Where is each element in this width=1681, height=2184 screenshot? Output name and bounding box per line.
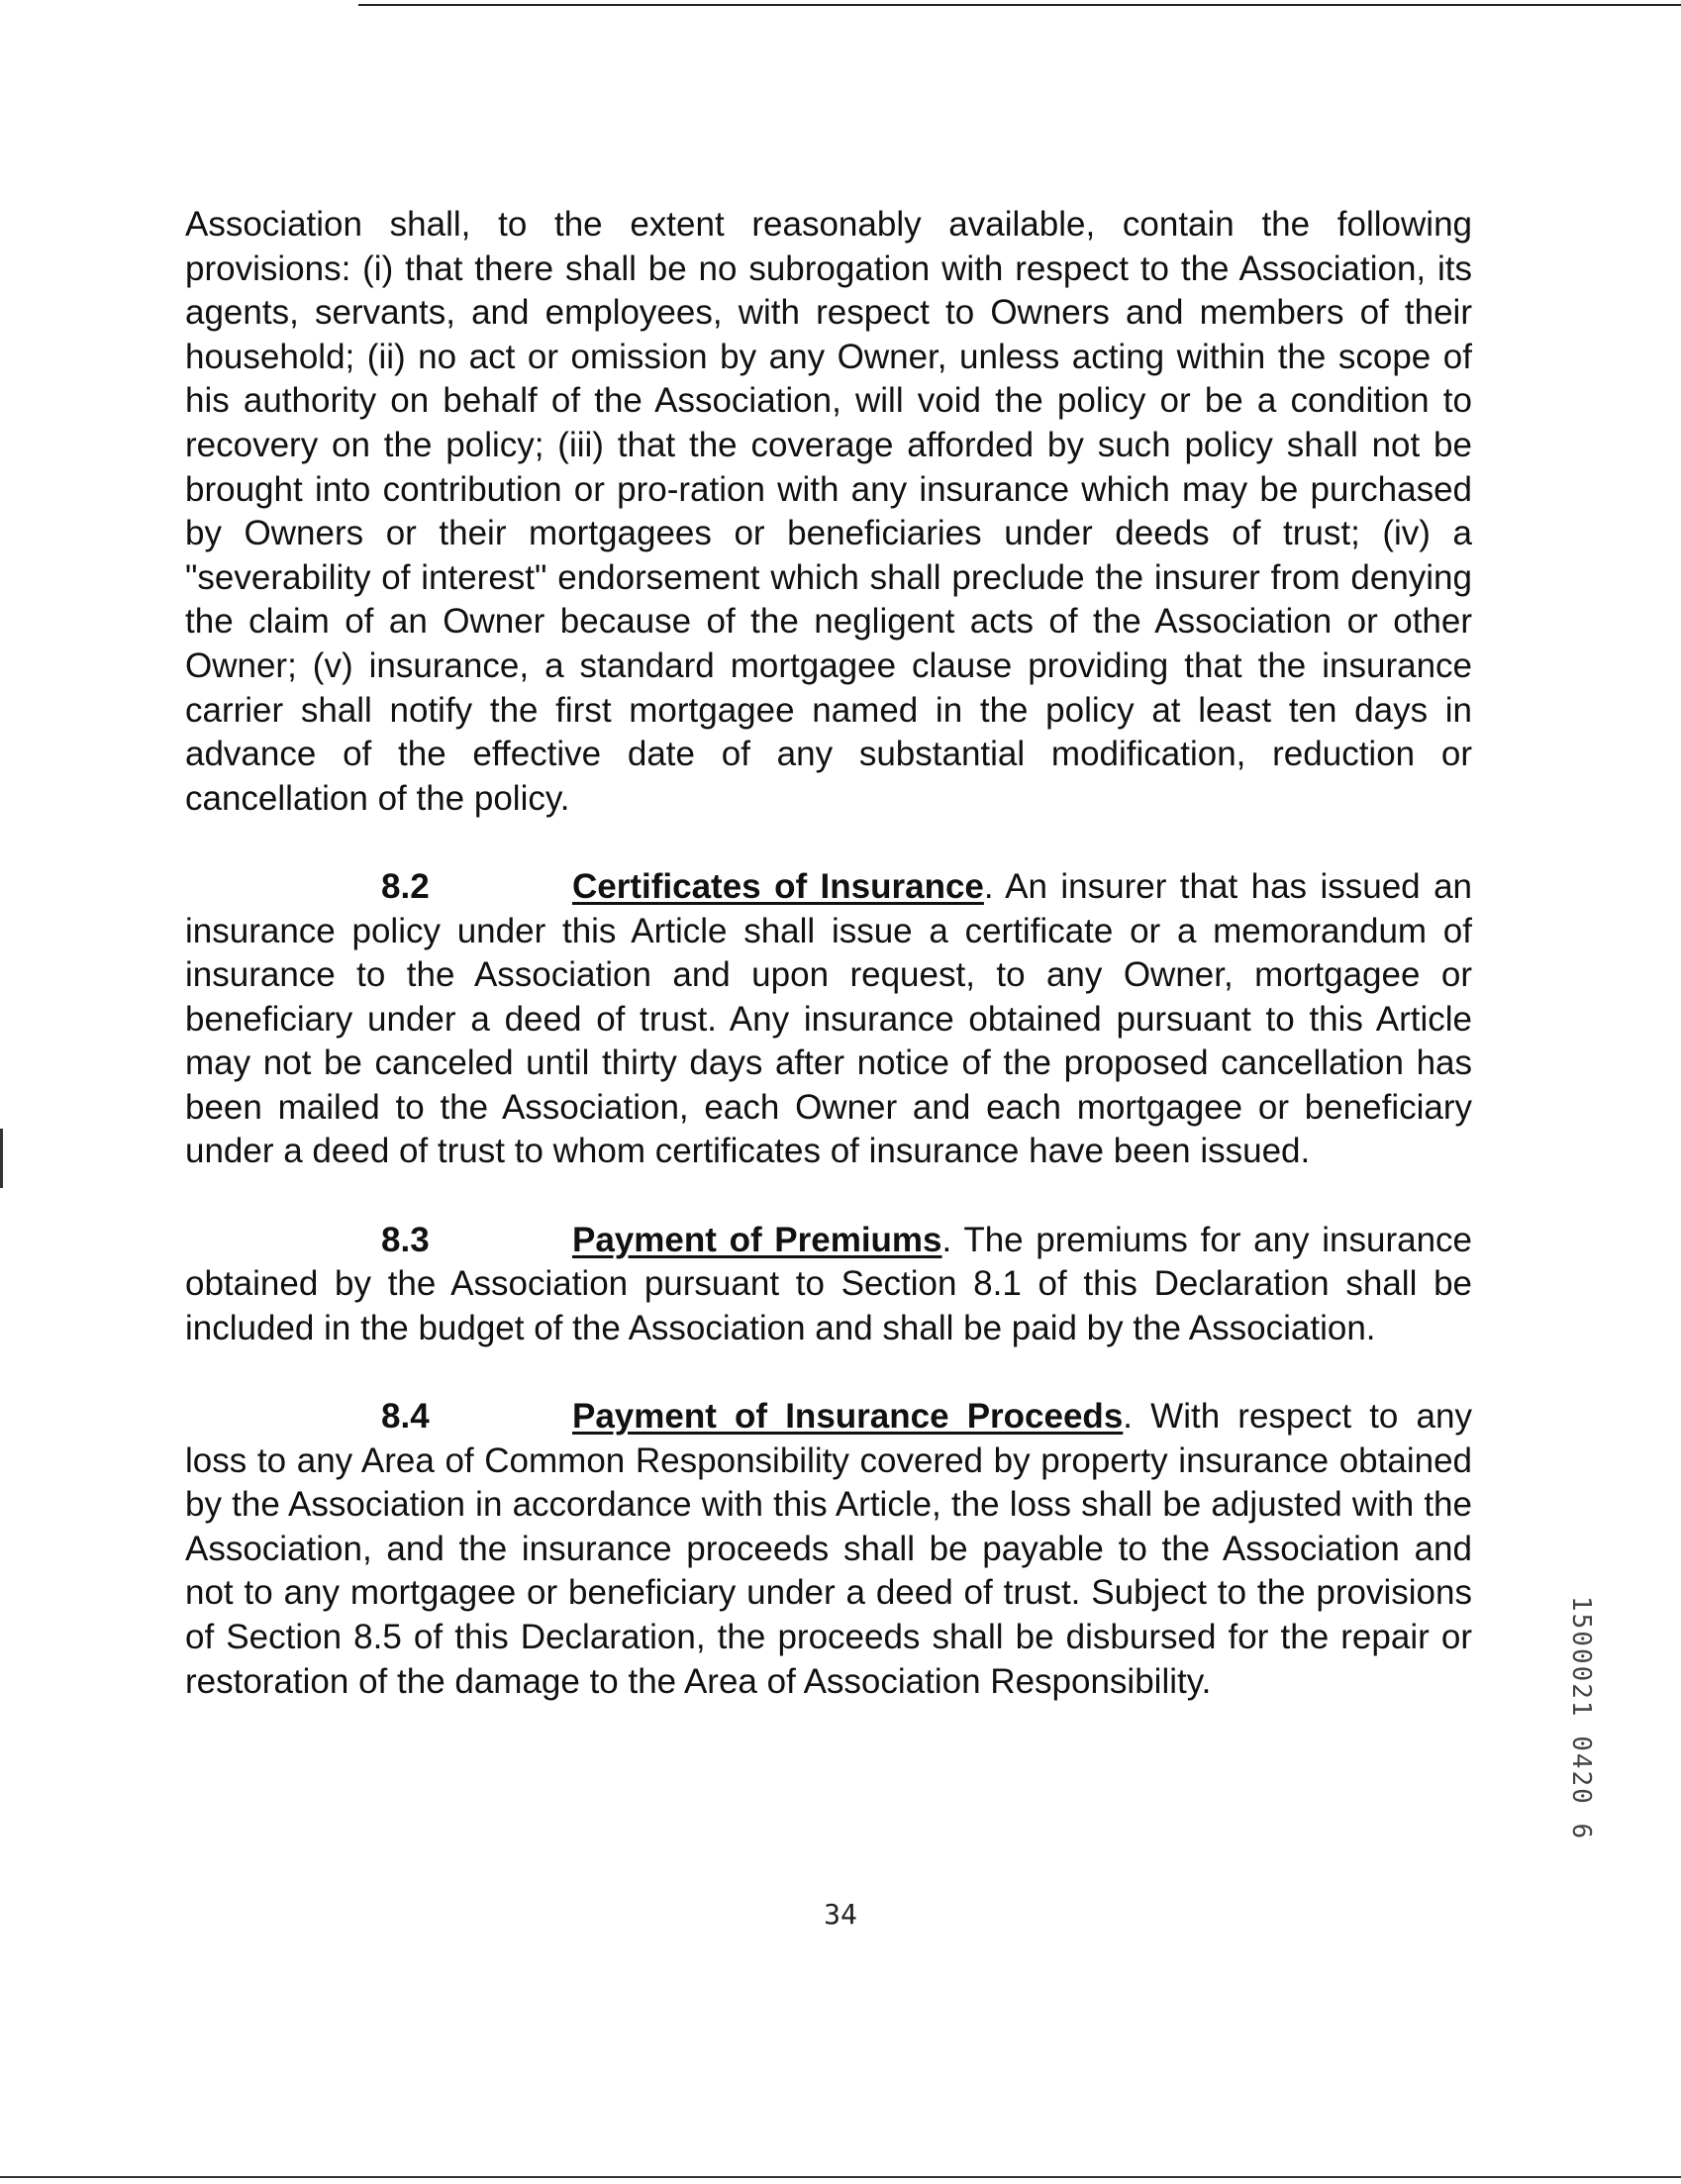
recording-stamp: 1500021 0420 6 (1566, 1596, 1596, 1841)
section-8-4 (185, 1395, 1472, 1704)
section-title-period: . (983, 866, 994, 906)
section-title: Certificates of Insurance (572, 866, 984, 906)
section-number: 8.2 (381, 866, 430, 906)
bottom-border-line (0, 2176, 1681, 2178)
section-8-2 (185, 865, 1472, 1174)
section-number: 8.3 (381, 1220, 430, 1259)
section-title-period: . (1123, 1397, 1134, 1437)
document-body (185, 203, 1472, 1704)
section-title-period: . (941, 1220, 952, 1259)
section-number: 8.4 (381, 1397, 430, 1437)
section-body: With respect to any loss to any Area of Common Responsibility covered by property insurance obtained by the Association in accordance with this Article, the loss shall be adjusted with the Association, and the insurance proceeds shall be payable to the Association and not to any mortgagee or beneficiary under a deed of trust. Subject to the provisions of Section 8.5 of this Declaration, the proceeds shall be disbursed for the repair or restoration of the damage to the Area of Association Responsibility. (185, 1397, 1472, 1701)
section-title: Payment of Insurance Proceeds (572, 1397, 1124, 1437)
section-title: Payment of Premiums (572, 1220, 942, 1259)
section-body: The premiums for any insurance obtained by the Association pursuant to Section 8.1 of this Declaration shall be included in the budget of the Association and shall be paid by the Association. (185, 1220, 1472, 1347)
opening-paragraph: Association shall, to the extent reasonably available, contain the following provisions: (i) that there shall be no subrogation with respect to the Association, its agents, servants, and employees, with respect to Owners and members of their household; (ii) no act or omission by any Owner, unless acting within the scope of his authority on behalf of the Association, will void the policy or be a condition to recovery on the policy; (iii) that the coverage afforded by such policy shall not be brought into contribution or pro-ration with any insurance which may be purchased by Owners or their mortgagees or beneficiaries under deeds of trust; (iv) a "severability of interest" endorsement which shall preclude the insurer from denying the claim of an Owner because of the negligent acts of the Association or other Owner; (v) insurance, a standard mortgagee clause providing that the insurance carrier shall notify the first mortgagee named in the policy at least ten days in advance of the effective date of any substantial modification, reduction or cancellation of the policy. (185, 205, 1472, 818)
page-number: 34 (824, 1898, 857, 1931)
scan-edge-mark (0, 1129, 3, 1188)
top-border-line (358, 4, 1681, 6)
section-body: An insurer that has issued an insurance policy under this Article shall issue a certificate or a memorandum of insurance to the Association and upon request, to any Owner, mortgagee or beneficiary under a deed of trust. Any insurance obtained pursuant to this Article may not be canceled until thirty days after notice of the proposed cancellation has been mailed to the Association, each Owner and each mortgagee or beneficiary under a deed of trust to whom certificates of insurance have been issued. (185, 866, 1473, 1171)
section-8-3 (185, 1219, 1472, 1351)
